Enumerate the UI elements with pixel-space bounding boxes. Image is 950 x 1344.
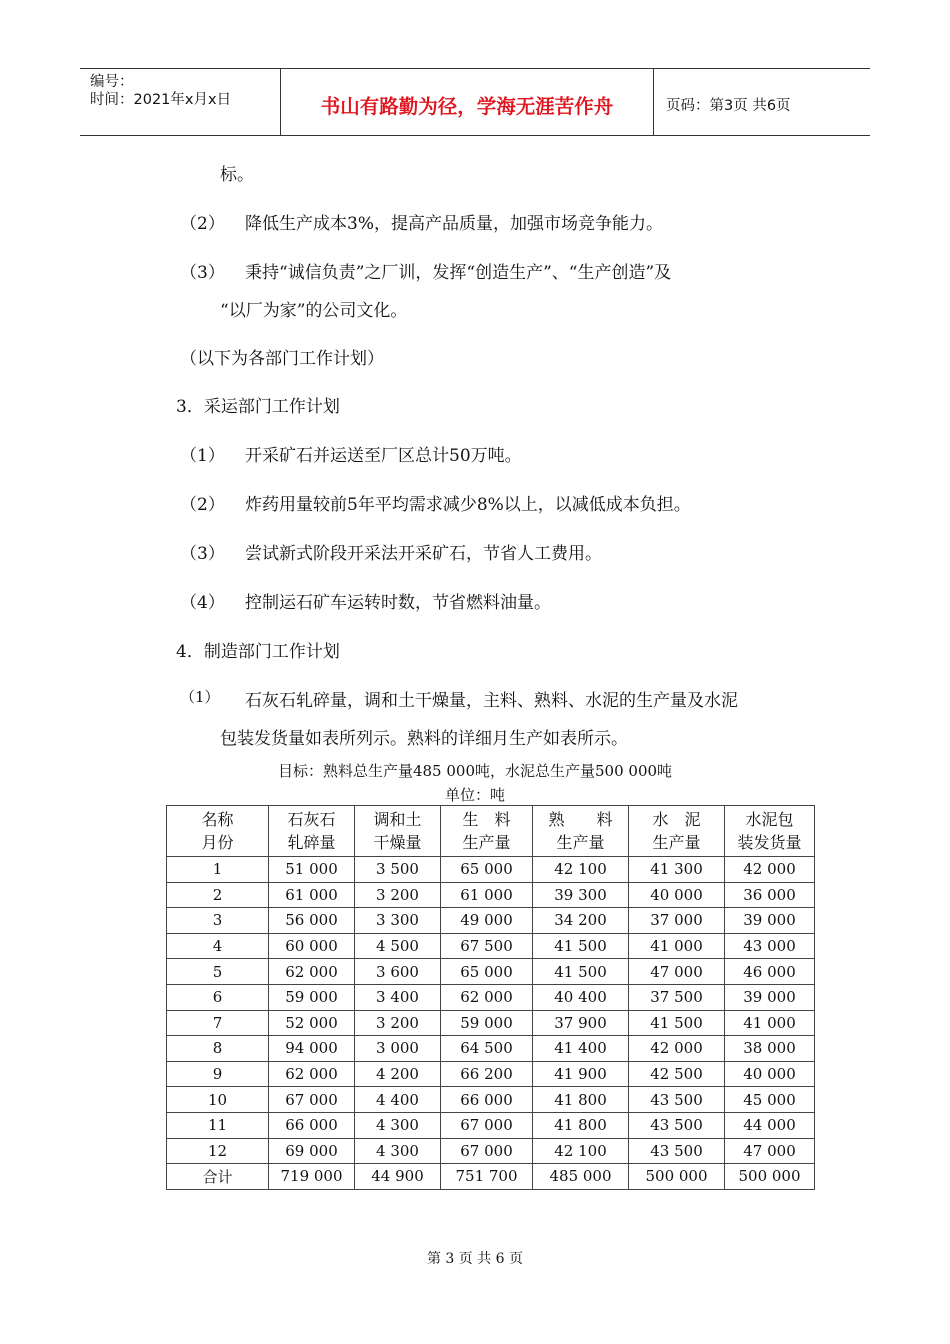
value-cell: 46 000 bbox=[725, 959, 815, 985]
value-cell: 41 500 bbox=[533, 959, 629, 985]
value-cell: 47 000 bbox=[629, 959, 725, 985]
value-cell: 42 100 bbox=[533, 1138, 629, 1164]
column-header: 水泥包 装发货量 bbox=[725, 806, 815, 857]
value-cell: 65 000 bbox=[441, 959, 533, 985]
value-cell: 41 400 bbox=[533, 1036, 629, 1062]
value-cell: 43 500 bbox=[629, 1112, 725, 1138]
value-cell: 62 000 bbox=[441, 984, 533, 1010]
value-cell: 42 000 bbox=[725, 857, 815, 883]
value-cell: 61 000 bbox=[269, 882, 355, 908]
paragraph: 石灰石轧碎量，调和土干燥量，主料、熟料、水泥的生产量及水泥 bbox=[245, 691, 738, 711]
month-cell: 11 bbox=[167, 1112, 269, 1138]
value-cell: 59 000 bbox=[441, 1010, 533, 1036]
value-cell: 41 000 bbox=[629, 933, 725, 959]
month-cell: 合计 bbox=[167, 1164, 269, 1190]
header-motto: 书山有路勤为径，学海无涯苦作舟 bbox=[281, 69, 654, 135]
paragraph: 开采矿石并运送至厂区总计50万吨。 bbox=[245, 446, 522, 466]
value-cell: 500 000 bbox=[629, 1164, 725, 1190]
value-cell: 61 000 bbox=[441, 882, 533, 908]
paragraph: 秉持“诚信负责”之厂训，发挥“创造生产”、“生产创造”及 bbox=[245, 263, 672, 283]
value-cell: 64 500 bbox=[441, 1036, 533, 1062]
table-row bbox=[167, 1061, 815, 1087]
value-cell: 500 000 bbox=[725, 1164, 815, 1190]
page-footer: 第 3 页 共 6 页 bbox=[426, 1251, 524, 1267]
table-row bbox=[167, 1036, 815, 1062]
table-row bbox=[167, 933, 815, 959]
value-cell: 4 500 bbox=[355, 933, 441, 959]
value-cell: 41 000 bbox=[725, 1010, 815, 1036]
month-cell: 10 bbox=[167, 1087, 269, 1113]
value-cell: 60 000 bbox=[269, 933, 355, 959]
column-header: 熟 料 生产量 bbox=[533, 806, 629, 857]
value-cell: 40 000 bbox=[725, 1061, 815, 1087]
value-cell: 39 300 bbox=[533, 882, 629, 908]
value-cell: 41 800 bbox=[533, 1112, 629, 1138]
value-cell: 751 700 bbox=[441, 1164, 533, 1190]
column-header: 名称 月份 bbox=[167, 806, 269, 857]
month-cell: 2 bbox=[167, 882, 269, 908]
value-cell: 62 000 bbox=[269, 959, 355, 985]
value-cell: 3 000 bbox=[355, 1036, 441, 1062]
month-cell: 5 bbox=[167, 959, 269, 985]
table-row bbox=[167, 1010, 815, 1036]
value-cell: 39 000 bbox=[725, 984, 815, 1010]
value-cell: 4 200 bbox=[355, 1061, 441, 1087]
value-cell: 49 000 bbox=[441, 908, 533, 934]
paragraph: 控制运石矿车运转时数，节省燃料油量。 bbox=[245, 593, 551, 613]
value-cell: 37 900 bbox=[533, 1010, 629, 1036]
value-cell: 719 000 bbox=[269, 1164, 355, 1190]
table-row bbox=[167, 1087, 815, 1113]
value-cell: 62 000 bbox=[269, 1061, 355, 1087]
value-cell: 67 000 bbox=[441, 1138, 533, 1164]
value-cell: 3 200 bbox=[355, 882, 441, 908]
value-cell: 43 500 bbox=[629, 1138, 725, 1164]
column-header: 生 料 生产量 bbox=[441, 806, 533, 857]
table-unit: 单位：吨 bbox=[444, 786, 505, 804]
production-table bbox=[166, 805, 815, 1190]
column-header: 石灰石 轧碎量 bbox=[269, 806, 355, 857]
value-cell: 59 000 bbox=[269, 984, 355, 1010]
value-cell: 66 000 bbox=[441, 1087, 533, 1113]
value-cell: 56 000 bbox=[269, 908, 355, 934]
paragraph: 尝试新式阶段开采法开采矿石，节省人工费用。 bbox=[245, 544, 602, 564]
column-header: 水 泥 生产量 bbox=[629, 806, 725, 857]
value-cell: 45 000 bbox=[725, 1087, 815, 1113]
value-cell: 37 500 bbox=[629, 984, 725, 1010]
value-cell: 485 000 bbox=[533, 1164, 629, 1190]
department-note: （以下为各部门工作计划） bbox=[180, 349, 384, 369]
serial-label: 编号： bbox=[90, 74, 134, 90]
table-row bbox=[167, 984, 815, 1010]
month-cell: 3 bbox=[167, 908, 269, 934]
value-cell: 47 000 bbox=[725, 1138, 815, 1164]
table-total-row bbox=[167, 1164, 815, 1190]
table-row bbox=[167, 857, 815, 883]
value-cell: 3 300 bbox=[355, 908, 441, 934]
value-cell: 67 500 bbox=[441, 933, 533, 959]
value-cell: 40 400 bbox=[533, 984, 629, 1010]
value-cell: 3 500 bbox=[355, 857, 441, 883]
value-cell: 3 200 bbox=[355, 1010, 441, 1036]
value-cell: 34 200 bbox=[533, 908, 629, 934]
value-cell: 4 300 bbox=[355, 1112, 441, 1138]
month-cell: 4 bbox=[167, 933, 269, 959]
item-number: （3） bbox=[180, 263, 225, 283]
value-cell: 41 500 bbox=[629, 1010, 725, 1036]
value-cell: 42 500 bbox=[629, 1061, 725, 1087]
value-cell: 67 000 bbox=[269, 1087, 355, 1113]
value-cell: 40 000 bbox=[629, 882, 725, 908]
paragraph-continuation: “以厂为家”的公司文化。 bbox=[220, 301, 408, 321]
paragraph: 降低生产成本3%，提高产品质量，加强市场竞争能力。 bbox=[245, 214, 663, 234]
item-number: （1） bbox=[180, 446, 225, 466]
item-number: （1） bbox=[180, 688, 220, 706]
value-cell: 4 300 bbox=[355, 1138, 441, 1164]
value-cell: 69 000 bbox=[269, 1138, 355, 1164]
date-label: 时间：2021年x月x日 bbox=[90, 92, 232, 108]
section-title: 3．采运部门工作计划 bbox=[176, 397, 340, 417]
value-cell: 65 000 bbox=[441, 857, 533, 883]
value-cell: 37 000 bbox=[629, 908, 725, 934]
value-cell: 4 400 bbox=[355, 1087, 441, 1113]
value-cell: 38 000 bbox=[725, 1036, 815, 1062]
value-cell: 94 000 bbox=[269, 1036, 355, 1062]
value-cell: 52 000 bbox=[269, 1010, 355, 1036]
table-row bbox=[167, 959, 815, 985]
paragraph-continuation: 包装发货量如表所列示。熟料的详细月生产如表所示。 bbox=[220, 729, 628, 749]
table-row bbox=[167, 1138, 815, 1164]
column-header: 调和土 干燥量 bbox=[355, 806, 441, 857]
value-cell: 44 900 bbox=[355, 1164, 441, 1190]
value-cell: 44 000 bbox=[725, 1112, 815, 1138]
value-cell: 42 000 bbox=[629, 1036, 725, 1062]
header-left-cell bbox=[80, 69, 281, 135]
value-cell: 43 000 bbox=[725, 933, 815, 959]
table-caption: 目标：熟料总生产量485 000吨，水泥总生产量500 000吨 bbox=[277, 762, 673, 780]
table-row bbox=[167, 1112, 815, 1138]
table-row bbox=[167, 882, 815, 908]
table-row bbox=[167, 908, 815, 934]
item-number: （2） bbox=[180, 495, 225, 515]
month-cell: 1 bbox=[167, 857, 269, 883]
page-header bbox=[80, 68, 870, 136]
month-cell: 6 bbox=[167, 984, 269, 1010]
item-number: （2） bbox=[180, 214, 225, 234]
month-cell: 12 bbox=[167, 1138, 269, 1164]
value-cell: 41 900 bbox=[533, 1061, 629, 1087]
paragraph: 炸药用量较前5年平均需求减少8%以上，以减低成本负担。 bbox=[245, 495, 691, 515]
month-cell: 9 bbox=[167, 1061, 269, 1087]
item-number: （3） bbox=[180, 544, 225, 564]
value-cell: 67 000 bbox=[441, 1112, 533, 1138]
month-cell: 8 bbox=[167, 1036, 269, 1062]
month-cell: 7 bbox=[167, 1010, 269, 1036]
value-cell: 41 500 bbox=[533, 933, 629, 959]
text-line: 标。 bbox=[220, 165, 254, 185]
value-cell: 39 000 bbox=[725, 908, 815, 934]
value-cell: 51 000 bbox=[269, 857, 355, 883]
value-cell: 66 000 bbox=[269, 1112, 355, 1138]
value-cell: 36 000 bbox=[725, 882, 815, 908]
value-cell: 41 300 bbox=[629, 857, 725, 883]
table-header-row bbox=[167, 806, 815, 857]
value-cell: 3 600 bbox=[355, 959, 441, 985]
value-cell: 41 800 bbox=[533, 1087, 629, 1113]
value-cell: 3 400 bbox=[355, 984, 441, 1010]
section-title: 4．制造部门工作计划 bbox=[176, 642, 340, 662]
header-page-info: 页码：第3页 共6页 bbox=[666, 97, 791, 114]
value-cell: 42 100 bbox=[533, 857, 629, 883]
item-number: （4） bbox=[180, 593, 225, 613]
value-cell: 66 200 bbox=[441, 1061, 533, 1087]
value-cell: 43 500 bbox=[629, 1087, 725, 1113]
